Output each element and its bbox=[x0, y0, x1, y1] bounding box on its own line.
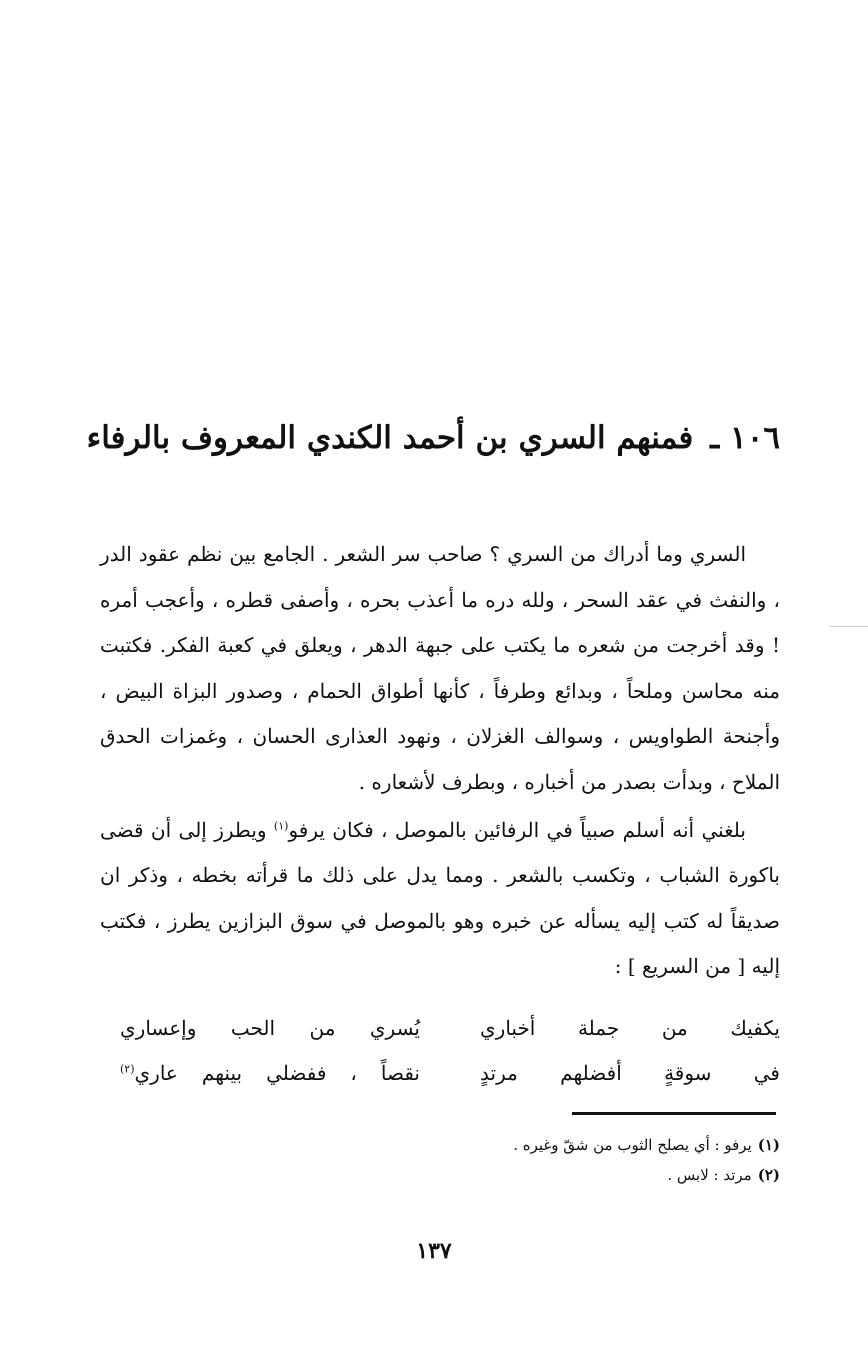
footnote-2-mark: (٢) bbox=[757, 1166, 780, 1184]
paragraph-biography-start: بلغني أنه أسلم صبياً في الرفائين بالموصل ، فكان يرفو bbox=[288, 817, 746, 842]
footnote-2 bbox=[300, 1160, 780, 1190]
footnotes bbox=[300, 1130, 780, 1190]
poem bbox=[120, 1006, 780, 1096]
verse-1-first-hemistich: يكفيك من جملة أخباري bbox=[480, 1016, 780, 1040]
paragraph-biography bbox=[100, 808, 780, 990]
section-number: ١٠٦ ـ bbox=[710, 420, 780, 456]
footnote-separator bbox=[572, 1112, 776, 1115]
footnote-1 bbox=[300, 1130, 780, 1160]
paragraph-biography-rest: ويطرز إلى أن قضى باكورة الشباب ، وتكسب بالشعر . ومما يدل على ذلك ما قرأته بخطه ، وذكر ان صديقاً له كتب إليه يسأله عن خبره وهو بالموصل في سوق البزازين يطرز ، فكتب إليه [ من السريع ] : bbox=[100, 817, 780, 979]
scan-margin-mark bbox=[830, 626, 868, 627]
section-title: فمنهم السري بن أحمد الكندي المعروف بالرفاء bbox=[86, 420, 694, 456]
footnote-1-text: يرفو : أي يصلح الثوب من شقّ وغيره . bbox=[513, 1136, 752, 1154]
paragraph-intro: السري وما أدراك من السري ؟ صاحب سر الشعر . الجامع بين نظم عقود الدر ، والنفث في عقد السحر ، ولله دره ما أعذب بحره ، وأصفى قطره ، وأعجب أمره ! وقد أخرجت من شعره ما يكتب على جبهة الدهر ، ويعلق في كعبة الفكر. فكتبت منه محاسن وملحاً ، وبدائع وطرفاً ، كأنها أطواق الحمام ، وصدور البزاة البيض ، وأجنحة الطواويس ، وسوالف الغزلان ، ونهود العذارى الحسان ، وغمزات الحدق الملاح ، وبدأت بصدر من أخباره ، وبطرف لأشعاره . bbox=[100, 542, 780, 794]
verse-2-first-hemistich: في سوقةٍ أفضلهم مرتدٍ bbox=[480, 1061, 780, 1085]
verse-1-second-hemistich bbox=[120, 1006, 420, 1051]
verse-1-second-text: يُسري من الحب وإعساري bbox=[120, 1016, 420, 1040]
page-number: ١٣٧ bbox=[416, 1238, 452, 1264]
poem-verse-1 bbox=[120, 1006, 780, 1051]
footnote-ref-2: (٢) bbox=[120, 1062, 135, 1076]
footnote-1-mark: (١) bbox=[757, 1136, 780, 1154]
section-heading bbox=[86, 416, 780, 460]
footnote-2-text: مرتد : لابس . bbox=[667, 1166, 752, 1184]
verse-2-second-hemistich bbox=[120, 1051, 420, 1096]
body-text bbox=[100, 532, 780, 990]
footnote-ref-1: (١) bbox=[273, 818, 289, 832]
verse-2-second-text: نقصاً ، ففضلي بينهم عاري bbox=[134, 1061, 420, 1085]
poem-verse-2 bbox=[120, 1051, 780, 1096]
